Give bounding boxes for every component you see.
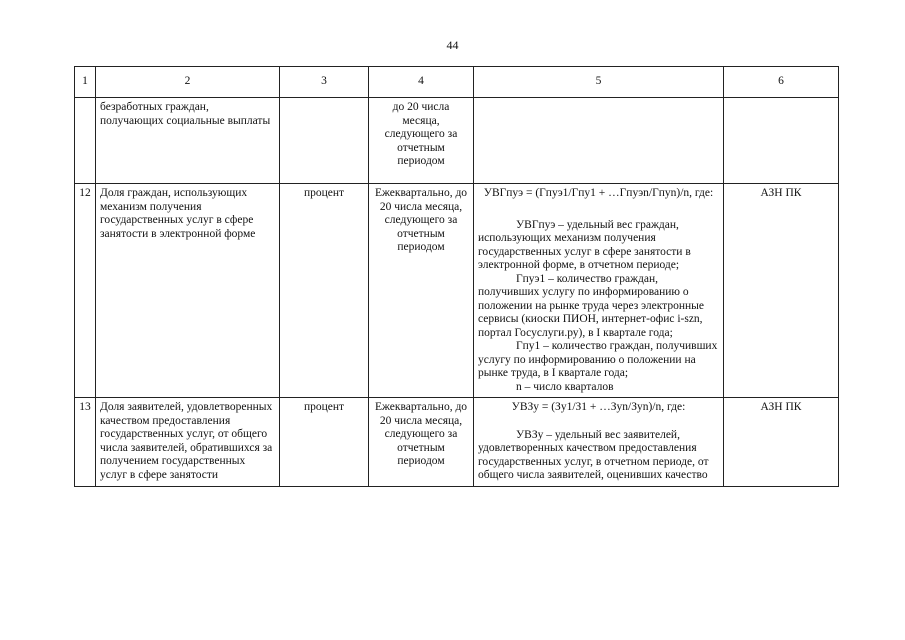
unit-cell: процент	[280, 398, 369, 487]
indicator-text: Доля граждан, использующих механизм получения государственных услуг в сфере занятости в электронной форме	[100, 187, 256, 240]
frequency-cell	[369, 184, 474, 398]
formula-text: УВЗу = (Зу1/З1 + …Зуn/Зуn)/n, где:	[511, 401, 686, 413]
column-number-3: 3	[280, 67, 369, 98]
definition-text: n – число кварталов	[516, 380, 614, 393]
formula-cell	[474, 98, 724, 184]
formula-text: УВГпуэ = (Гпуэ1/Гпу1 + …Гпуэn/Гпуn)/n, где:	[483, 187, 714, 199]
table-row-continued	[75, 98, 839, 184]
definition-text: Гпуэ1 – количество граждан, получивших услугу по информированию о положении на рынке труда через электронные сервисы (киоски ПИОН, интернет-офис i-szn, портал Госуслуги.ру), в I квартале года;	[478, 272, 704, 339]
table-row-12	[75, 184, 839, 398]
definition-text: УВЗу – удельный вес заявителей, удовлетворенных качеством предоставления государственных услуг, в отчетном периоде, от общего числа заявителей, оценивших качество	[478, 428, 709, 481]
definition-text: Гпу1 – количество граждан, получивших услугу по информированию о положении на рынке труда, в I квартале года;	[478, 340, 718, 379]
indicator-table	[74, 66, 839, 487]
responsible-cell	[724, 98, 839, 184]
column-number-1: 1	[75, 67, 96, 98]
column-number-2: 2	[96, 67, 280, 98]
indicator-text: безработных граждан, получающих социальные выплаты	[100, 101, 271, 127]
unit-cell	[280, 98, 369, 184]
column-number-4: 4	[369, 67, 474, 98]
frequency-text: Ежеквартально, до 20 числа месяца, следующего за отчетным периодом	[374, 187, 468, 253]
row-number: 12	[75, 184, 96, 398]
responsible-cell: АЗН ПК	[724, 184, 839, 398]
frequency-text: до 20 числа месяца, следующего за отчетным периодом	[384, 101, 458, 167]
page-number: 44	[446, 38, 459, 52]
indicator-cell	[96, 184, 280, 398]
table-row-13	[75, 398, 839, 487]
frequency-text: Ежеквартально, до 20 числа месяца, следующего за отчетным периодом	[374, 401, 468, 467]
indicator-text: Доля заявителей, удовлетворенных качеством предоставления государственных услуг, от общего числа заявителей, обратившихся за получением государственных услуг в сфере занятости	[100, 401, 273, 481]
formula-cell	[474, 184, 724, 398]
definition-text: УВГпуэ – удельный вес граждан, использующих механизм получения государственных услуг в сфере занятости в электронной форме, в отчетном периоде;	[478, 218, 691, 271]
responsible-cell: АЗН ПК	[724, 398, 839, 487]
formula-cell	[474, 398, 724, 487]
row-number: 13	[75, 398, 96, 487]
column-number-5: 5	[474, 67, 724, 98]
unit-cell: процент	[280, 184, 369, 398]
indicator-cell	[96, 398, 280, 487]
indicator-cell	[96, 98, 280, 184]
row-number-cell	[75, 98, 96, 184]
frequency-cell	[369, 398, 474, 487]
column-number-6: 6	[724, 67, 839, 98]
frequency-cell	[369, 98, 474, 184]
table-header-row	[75, 67, 839, 98]
